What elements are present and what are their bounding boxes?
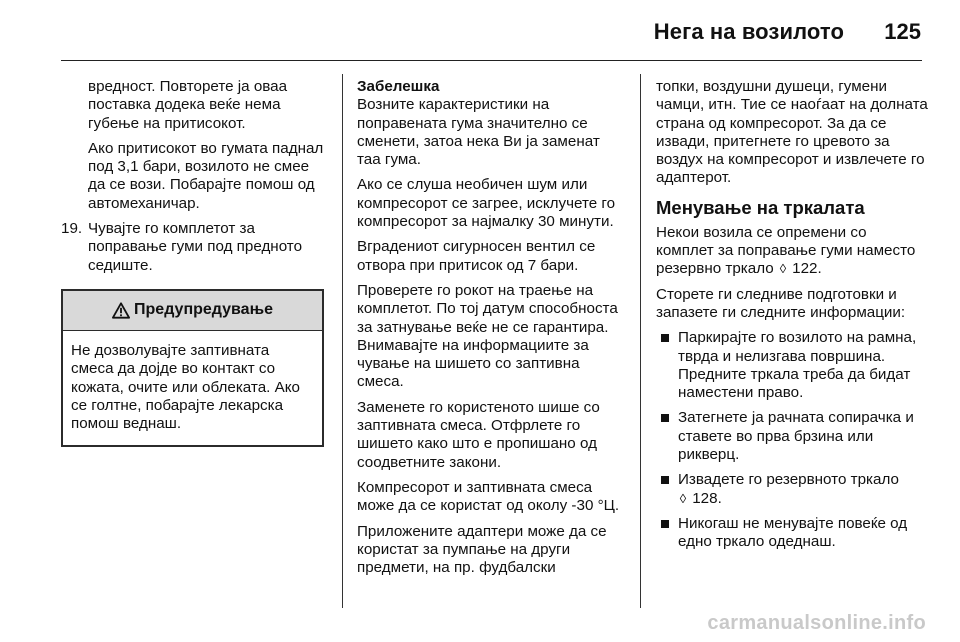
bullet-text: Никогаш не менувајте повеќе од едно тркало одеднаш. <box>678 514 908 551</box>
step-text: Чувајте го комплетот за поправање гуми под предното седиште. <box>88 220 303 274</box>
paragraph: Приложените адаптери може да се користат за пумпање на други предмети, на пр. фудбалски <box>357 522 607 577</box>
bullet-item <box>656 515 928 552</box>
page-header <box>61 0 922 62</box>
page-ref-link[interactable]: 128. <box>692 489 722 507</box>
warning-title: Предупредување <box>134 301 273 319</box>
bullet-text: Паркирајте го возилото на рамна, тврда и нелизгава површина. Предните тркала треба да бидат наместени право. <box>678 329 917 402</box>
bullet-text: Извадете го резервното тркало <box>678 471 899 489</box>
bullet-square-icon <box>661 520 669 528</box>
bullet-text: Затегнете ја рачната сопирачка и ставете во прва брзина или рикверц. <box>678 409 914 464</box>
page-ref-link[interactable]: 122. <box>792 260 822 278</box>
paragraph: Компресорот и заптивната смеса може да се користат од околу -30 °Ц. <box>357 478 620 515</box>
numbered-step-19 <box>61 220 329 275</box>
column-1 <box>61 78 329 447</box>
bullet-item <box>656 409 928 464</box>
paragraph: Проверете го рокот на траење на комплетот. По тој датум способноста за затнување веќе не се гарантира. Внимавајте на информациите за чување на шишето со заптивна смеса. <box>357 281 618 391</box>
paragraph: вредност. Повторете ја оваа поставка додека веќе нема губење на притисокот. <box>88 78 288 132</box>
page-ref-icon: ◊ <box>779 261 787 277</box>
bullet-square-icon <box>661 476 669 484</box>
bullet-square-icon <box>661 334 669 342</box>
paragraph: Заменете го користеното шише со заптивната смеса. Отфрлете го шишето како што е пропишано од соодветните закони. <box>357 398 600 471</box>
step-number: 19. <box>61 220 83 238</box>
column-3 <box>656 78 928 559</box>
note-title: Забелешка <box>357 78 440 95</box>
warning-header <box>63 291 322 331</box>
note-text: Возните карактеристики на поправената гума значително се сменети, затоа нека Ви ја заменат таа гума. <box>357 96 600 169</box>
warning-triangle-icon <box>112 302 130 319</box>
page-title: Нега на возилото <box>653 19 844 44</box>
watermark: carmanualsonline.info <box>707 612 926 634</box>
bullet-item <box>656 471 928 508</box>
header-rule <box>61 60 922 61</box>
section-heading: Менување на тркалата <box>656 196 865 218</box>
column-divider-left <box>342 74 343 608</box>
page-number: 125 <box>884 19 921 44</box>
paragraph-text: Некои возила се опремени со комплет за поправање гуми наместо резервно тркало <box>656 223 916 278</box>
bullet-square-icon <box>661 414 669 422</box>
bullet-item <box>656 329 928 402</box>
paragraph: Сторете ги следниве подготовки и запазете ги следните информации: <box>656 285 906 321</box>
paragraph: Ако притисокот во гумата паднал под 3,1 бари, возилото не смее да се вози. Побарајте помош од автомеханичар. <box>88 139 324 212</box>
paragraph: Вградениот сигурносен вентил се отвора при притисок од 7 бари. <box>357 238 596 274</box>
paragraph: Ако се слуша необичен шум или компресорот се загрее, исклучете го компресорот за најмалку 30 минути. <box>357 176 616 231</box>
page-ref-icon: ◊ <box>679 490 687 506</box>
warning-text: Не дозволувајте заптивната смеса да дојде во контакт со кожата, очите или облеката. Ако се голтне, побарајте лекарска помош веднаш. <box>71 341 300 433</box>
paragraph <box>656 224 928 279</box>
paragraph: топки, воздушни душеци, гумени чамци, итн. Тие се наоѓаат на долната страна од компресорот. За да се извади, притегнете го цревото за воздух на компресорот и извлечете го адаптерот. <box>656 78 928 187</box>
warning-box <box>61 289 324 447</box>
column-divider-right <box>640 74 641 608</box>
column-2 <box>357 78 627 584</box>
